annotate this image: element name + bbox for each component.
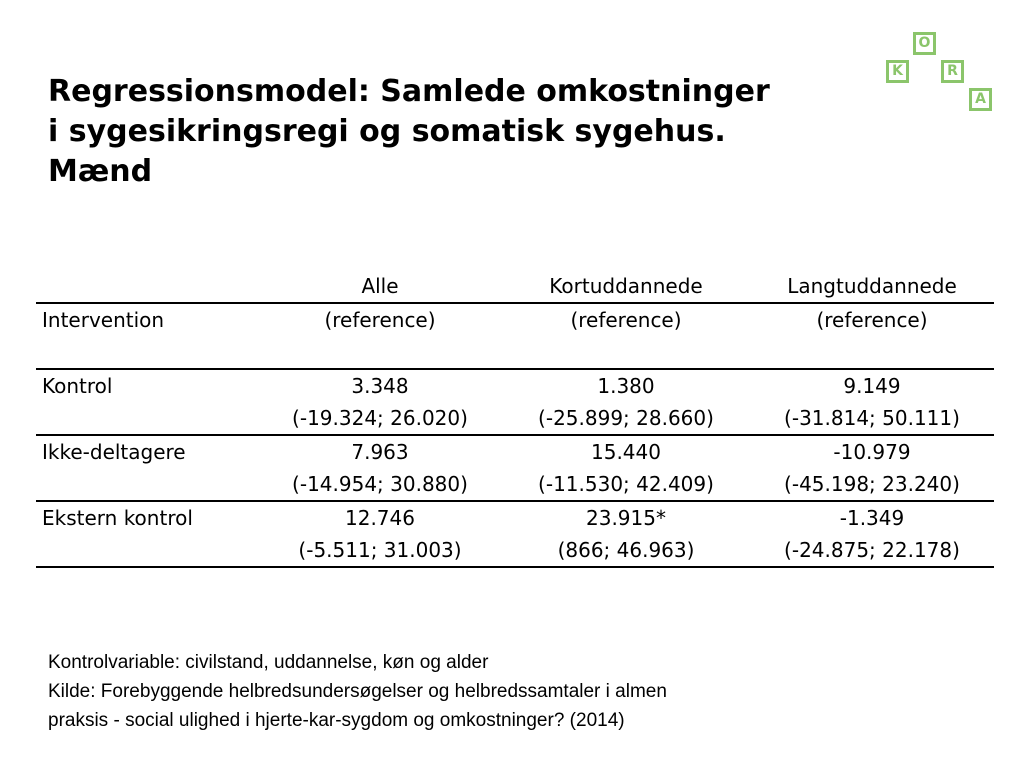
- empty-label-cell: [36, 468, 258, 501]
- source-note-line-1: Kilde: Forebyggende helbredsundersøgelser og helbredssamtaler i almen: [48, 681, 667, 702]
- header-langtuddannede: Langtuddannede: [750, 270, 994, 303]
- slide-title: [48, 72, 888, 192]
- interval-cell: (-25.899; 28.660): [502, 402, 750, 435]
- reference-cell: (reference): [324, 308, 436, 332]
- estimate-cell: 12.746: [345, 506, 415, 530]
- table-spacer-row: [36, 336, 994, 369]
- estimate-cell: 9.149: [843, 374, 901, 398]
- header-kortuddannede: Kortuddannede: [502, 270, 750, 303]
- row-label: Kontrol: [42, 374, 113, 398]
- estimate-cell: -1.349: [839, 506, 905, 530]
- table-row-ekstern-kontrol-ci: [36, 534, 994, 567]
- logo-letter-r: R: [941, 60, 964, 83]
- interval-cell: (866; 46.963): [502, 534, 750, 567]
- estimate-cell: 7.963: [351, 440, 409, 464]
- regression-table: [36, 270, 994, 568]
- interval-cell: (-5.511; 31.003): [258, 534, 502, 567]
- interval-cell: (-19.324; 26.020): [258, 402, 502, 435]
- table-row-ikke-deltagere-ci: [36, 468, 994, 501]
- header-alle: Alle: [258, 270, 502, 303]
- interval-cell: (-31.814; 50.111): [750, 402, 994, 435]
- row-label: Ikke-deltagere: [42, 440, 186, 464]
- spacer-cell: [36, 336, 258, 369]
- row-label: Ekstern kontrol: [42, 506, 193, 530]
- estimate-cell: 15.440: [591, 440, 661, 464]
- title-line-1: Regressionsmodel: Samlede omkostninger: [48, 74, 770, 109]
- title-line-3: Mænd: [48, 154, 153, 189]
- reference-cell: (reference): [816, 308, 928, 332]
- interval-cell: (-45.198; 23.240): [750, 468, 994, 501]
- interval-cell: (-11.530; 42.409): [502, 468, 750, 501]
- spacer-cell: [258, 336, 502, 369]
- logo-letter-k: K: [886, 60, 909, 83]
- estimate-cell: 3.348: [351, 374, 409, 398]
- empty-label-cell: [36, 534, 258, 567]
- interval-cell: (-14.954; 30.880): [258, 468, 502, 501]
- table-row-kontrol-ci: [36, 402, 994, 435]
- table-row-ekstern-kontrol: [36, 501, 994, 534]
- table-row-ikke-deltagere: [36, 435, 994, 468]
- interval-cell: (-24.875; 22.178): [750, 534, 994, 567]
- estimate-cell: 1.380: [597, 374, 655, 398]
- spacer-cell: [750, 336, 994, 369]
- empty-label-cell: [36, 402, 258, 435]
- table-row-kontrol: [36, 369, 994, 402]
- footnotes: [48, 648, 948, 735]
- estimate-cell: -10.979: [833, 440, 911, 464]
- title-line-2: i sygesikringsregi og somatisk sygehus.: [48, 114, 726, 149]
- estimate-cell: 23.915*: [586, 506, 666, 530]
- header-cell-empty: [36, 270, 258, 303]
- control-variables-note: Kontrolvariable: civilstand, uddannelse, køn og alder: [48, 652, 489, 673]
- logo-letter-a: A: [969, 88, 992, 111]
- reference-cell: (reference): [570, 308, 682, 332]
- table-header-row: [36, 270, 994, 303]
- spacer-cell: [502, 336, 750, 369]
- source-note-line-2: praksis - social ulighed i hjerte-kar-sygdom og omkostninger? (2014): [48, 710, 625, 731]
- table-row-intervention: [36, 303, 994, 336]
- logo-letter-o: O: [913, 32, 936, 55]
- row-label: Intervention: [42, 308, 165, 332]
